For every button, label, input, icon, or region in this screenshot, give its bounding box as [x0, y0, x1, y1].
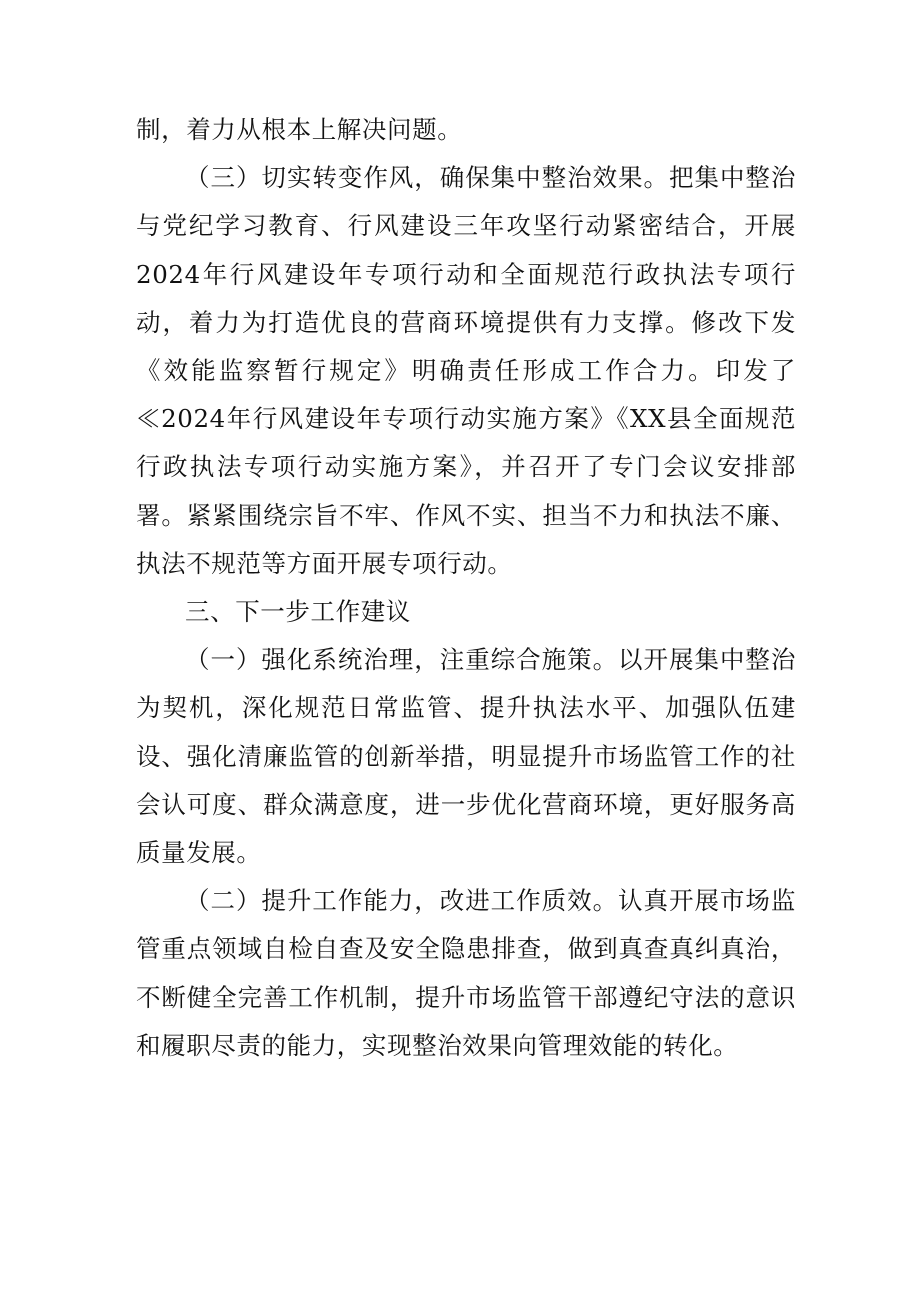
section-heading-next-steps: 三、下一步工作建议	[185, 597, 411, 627]
paragraph-continuation: 制，着力从根本上解决问题。	[136, 115, 463, 144]
document-body	[136, 106, 796, 1070]
paragraph-section-3-improve-style: （三）切实转变作风，确保集中整治效果。把集中整治与党纪学习教育、行风建设三年攻坚行动紧密结合，开展2024年行风建设年专项行动和全面规范行政执法专项行动，着力为打造优良的营商环境提供有力支撑。修改下发《效能监察暂行规定》明确责任形成工作合力。印发了≪2024年行风建设年专项行动实施方案》《XX县全面规范行政执法专项行动实施方案》，并召开了专门会议安排部署。紧紧围绕宗旨不牢、作风不实、担当不力和执法不廉、执法不规范等方面开展专项行动。	[136, 163, 796, 578]
paragraph-suggestion-2: （二）提升工作能力，改进工作质效。认真开展市场监管重点领域自检自查及安全隐患排查，做到真查真纠真治，不断健全完善工作机制，提升市场监管干部遵纪守法的意识和履职尽责的能力，实现整治效果向管理效能的转化。	[136, 886, 796, 1060]
paragraph-suggestion-1: （一）强化系统治理，注重综合施策。以开展集中整治为契机，深化规范日常监管、提升执法水平、加强队伍建设、强化清廉监管的创新举措，明显提升市场监管工作的社会认可度、群众满意度，进一步优化营商环境，更好服务高质量发展。	[136, 645, 796, 868]
